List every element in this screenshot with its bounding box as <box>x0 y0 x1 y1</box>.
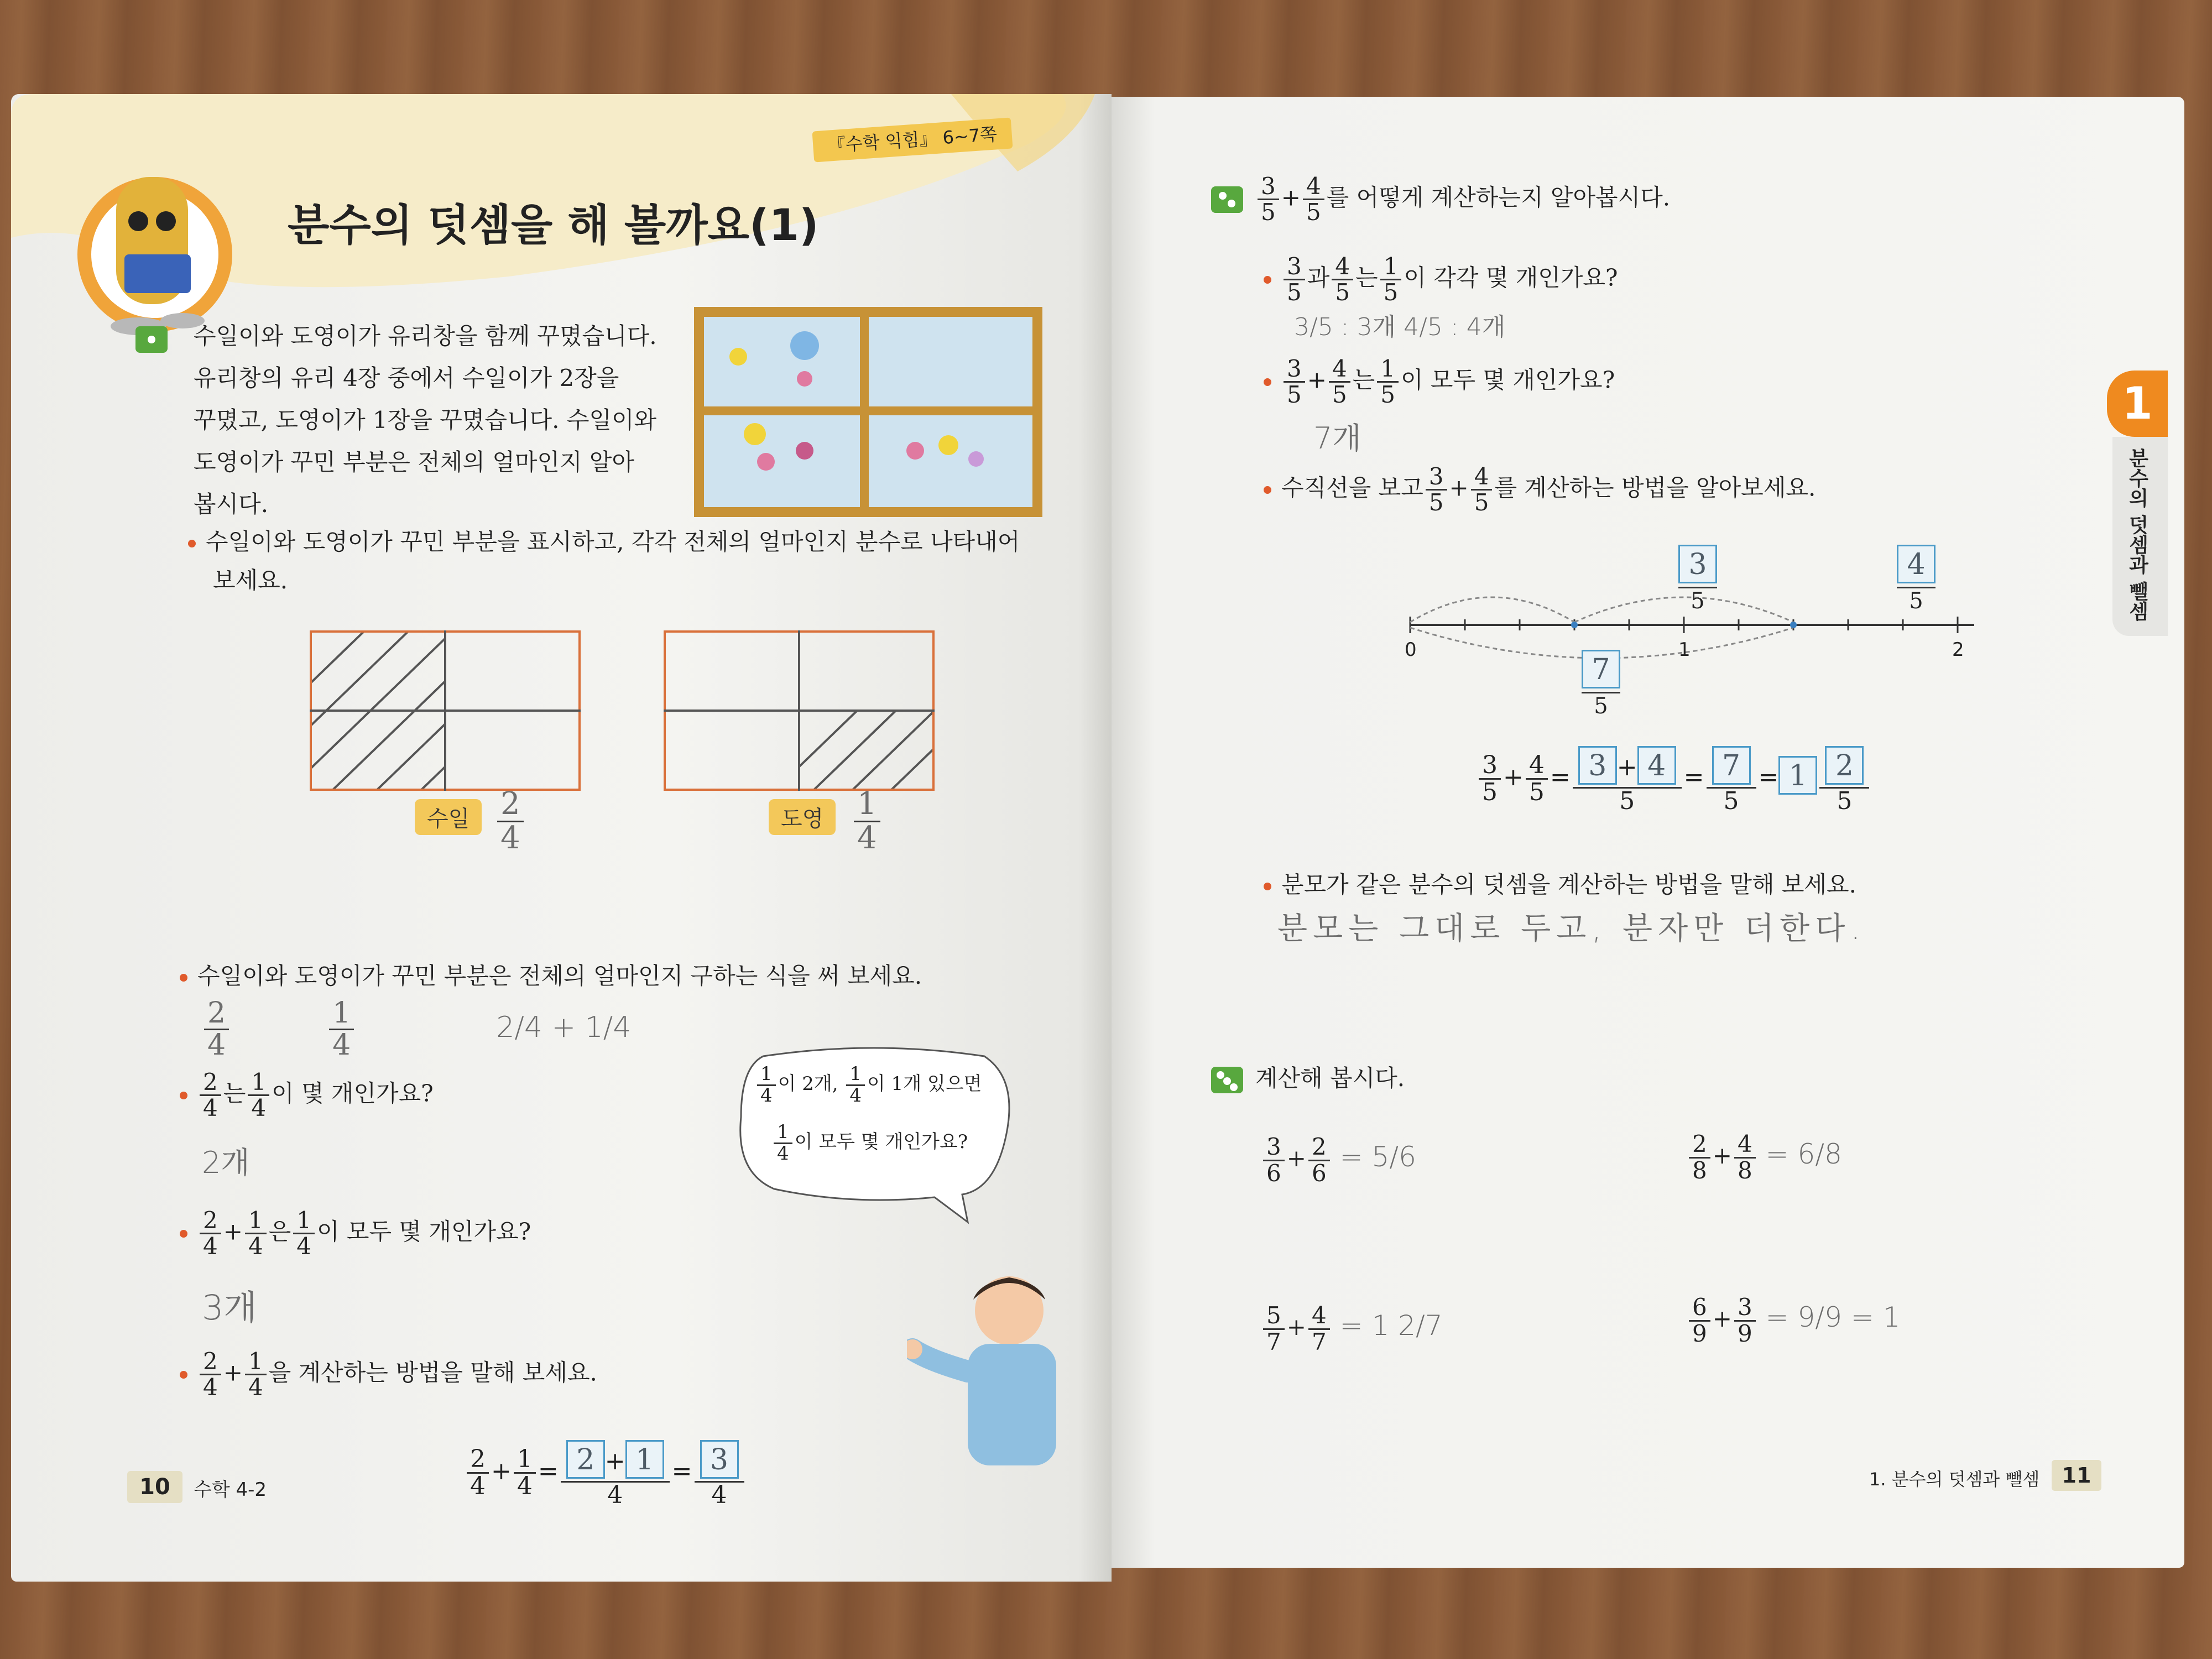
answer-box[interactable]: 3 <box>1678 545 1717 583</box>
teacher-character-icon <box>907 1266 1089 1477</box>
hand-answer: = 1 2/7 <box>1339 1310 1443 1342</box>
answer-box[interactable]: 2 <box>1825 746 1864 785</box>
label-doyoung: 도영 <box>769 799 836 835</box>
bullet-icon <box>1264 378 1271 386</box>
equation-boxes-left: $\frac{2}{4}$ + $\frac{1}{4}$ = $\frac{2 + 1}{4}$ = $\frac{3}{4}$ <box>465 1438 747 1508</box>
answer-box[interactable]: 7 <box>1712 746 1751 785</box>
doyoung-grid-shaded[interactable] <box>664 630 935 791</box>
calc-problem: $\frac{3}{6}$ + $\frac{2}{6}$ = 5/6 <box>1261 1131 1416 1186</box>
footer-page-number: 10 <box>127 1471 182 1503</box>
hand-expression: $\frac{2}{4}$ $\frac{1}{4}$ 2/4 + 1/4 <box>202 998 631 1060</box>
equation-boxes-right: $\frac{3}{5}$ + $\frac{4}{5}$ = $\frac{3 + 4}{5}$ = $\frac{7}{5}$ = 1 $\frac{2}{5}$ <box>1477 744 1871 814</box>
tick-label-2: 2 <box>1952 639 1964 661</box>
bullet-icon <box>188 540 196 547</box>
calc-problem: $\frac{5}{7}$ + $\frac{4}{7}$ = 1 2/7 <box>1261 1300 1443 1354</box>
problem-line: 봅시다. <box>194 491 269 518</box>
chapter-side-label: 분수의 덧셈과 뺄셈 <box>2112 437 2168 636</box>
bubble-line-1: $\frac{1}{4}$ 이 2개, $\frac{1}{4}$ 이 1개 있으면 <box>755 1065 982 1105</box>
answer-box[interactable]: 1 <box>1778 756 1817 795</box>
hand-answer: = 5/6 <box>1339 1141 1416 1173</box>
hand-answer-r2: 7개 <box>1313 421 1361 456</box>
bullet-icon <box>1264 276 1271 284</box>
footer-page-number: 11 <box>2052 1460 2101 1491</box>
hand-answer-doyoung: $\frac{1}{4}$ <box>852 788 883 855</box>
question-3: $\frac{2}{4}$ 는 $\frac{1}{4}$ 이 몇 개인가요? <box>180 1070 434 1120</box>
problem-line: 수일이와 도영이가 유리창을 함께 꾸몄습니다. <box>194 322 657 349</box>
textbook-reference-tag: 『수학 익힘』 6~7쪽 <box>812 118 1013 163</box>
left-page <box>11 94 1112 1582</box>
mascot-reading-icon <box>72 144 249 343</box>
tick-label-0: 0 <box>1405 639 1417 661</box>
calc-problem: $\frac{6}{9}$ + $\frac{3}{9}$ = 9/9 = 1 <box>1687 1291 1900 1346</box>
answer-box[interactable]: 1 <box>625 1440 664 1479</box>
hand-answer: = 9/9 = 1 <box>1765 1301 1901 1333</box>
footer-chapter-name: 1. 분수의 덧셈과 뺄셈 <box>1869 1469 2040 1490</box>
bullet-icon <box>180 1092 187 1099</box>
question-r3: 수직선을 보고 $\frac{3}{5}$ + $\frac{4}{5}$ 를 계산하는 방법을 알아보세요. <box>1264 465 1815 515</box>
question-r1: $\frac{3}{5}$ 과 $\frac{4}{5}$ 는 $\frac{1}{5}$ 이 각각 몇 개인가요? <box>1264 254 1618 305</box>
question-2: 수일이와 도영이가 꾸민 부분은 전체의 얼마인지 구하는 식을 써 보세요. <box>180 954 922 998</box>
answer-box[interactable]: 2 <box>566 1440 605 1479</box>
answer-box[interactable]: 3 <box>700 1440 739 1479</box>
numline-label-b: 4 5 <box>1897 545 1936 614</box>
green-dot-marker <box>135 326 180 353</box>
answer-box[interactable]: 4 <box>1897 545 1936 583</box>
section-heading: $\frac{3}{5}$ + $\frac{4}{5}$ 를 어떻게 계산하는지 알아봅시다. <box>1211 174 1670 225</box>
right-page <box>1112 97 2184 1568</box>
question-1-line2: 보세요. <box>213 567 288 594</box>
question-r2: $\frac{3}{5}$ + $\frac{4}{5}$ 는 $\frac{1}{5}$ 이 모두 몇 개인가요? <box>1264 357 1615 407</box>
calc-heading: 계산해 봅시다. <box>1211 1056 1405 1100</box>
calc-problem: $\frac{2}{8}$ + $\frac{4}{8}$ = 6/8 <box>1687 1128 1842 1183</box>
hand-answer-q3: 2개 <box>202 1145 250 1180</box>
question-r4: 분모가 같은 분수의 덧셈을 계산하는 방법을 말해 보세요. <box>1264 863 1856 907</box>
answer-box[interactable]: 7 <box>1582 650 1620 688</box>
problem-text <box>194 315 657 525</box>
hand-answer-q4: 3개 <box>202 1287 257 1328</box>
hand-answer: = 6/8 <box>1765 1138 1842 1170</box>
bullet-icon <box>1264 486 1271 494</box>
footer-book-name: 수학 4-2 <box>194 1479 267 1501</box>
page-title: 분수의 덧셈을 해 볼까요(1) <box>288 201 819 251</box>
label-suil: 수일 <box>415 799 482 835</box>
answer-box[interactable]: 4 <box>1637 746 1676 785</box>
hand-answer-r1: 3/5 : 3개 4/5 : 4개 <box>1294 313 1506 341</box>
bullet-icon <box>180 974 187 982</box>
tick-label-1: 1 <box>1678 639 1691 661</box>
green-dot-marker <box>1211 186 1243 213</box>
chapter-number-tab: 1 <box>2107 371 2168 437</box>
bullet-icon <box>180 1371 187 1379</box>
hand-answer-suil: $\frac{2}{4}$ <box>495 788 526 855</box>
numline-label-a: 3 5 <box>1678 545 1717 614</box>
problem-line: 유리창의 유리 4장 중에서 수일이가 2장을 <box>194 364 619 392</box>
bullet-icon <box>1264 883 1271 890</box>
suil-grid-shaded[interactable] <box>310 630 581 791</box>
numline-label-c: 7 5 <box>1582 650 1620 719</box>
bubble-line-2: $\frac{1}{4}$ 이 모두 몇 개인가요? <box>771 1123 968 1164</box>
problem-line: 도영이가 꾸민 부분은 전체의 얼마인지 알아 <box>194 448 635 476</box>
window-illustration <box>694 307 1042 517</box>
hand-answer-r4: 분모는 그대로 두고, 분자만 더한다. <box>1277 911 1866 947</box>
question-5: $\frac{2}{4}$ + $\frac{1}{4}$ 을 계산하는 방법을 말해 보세요. <box>180 1349 597 1400</box>
answer-box[interactable]: 3 <box>1578 746 1617 785</box>
question-1: 수일이와 도영이가 꾸민 부분을 표시하고, 각각 전체의 얼마인지 분수로 나타내어 <box>188 520 1020 564</box>
green-dot-marker <box>1211 1067 1243 1093</box>
problem-line: 꾸몄고, 도영이가 1장을 꾸몄습니다. 수일이와 <box>194 406 657 434</box>
bullet-icon <box>180 1230 187 1238</box>
question-4: $\frac{2}{4}$ + $\frac{1}{4}$ 은 $\frac{1}{4}$ 이 모두 몇 개인가요? <box>180 1208 531 1259</box>
